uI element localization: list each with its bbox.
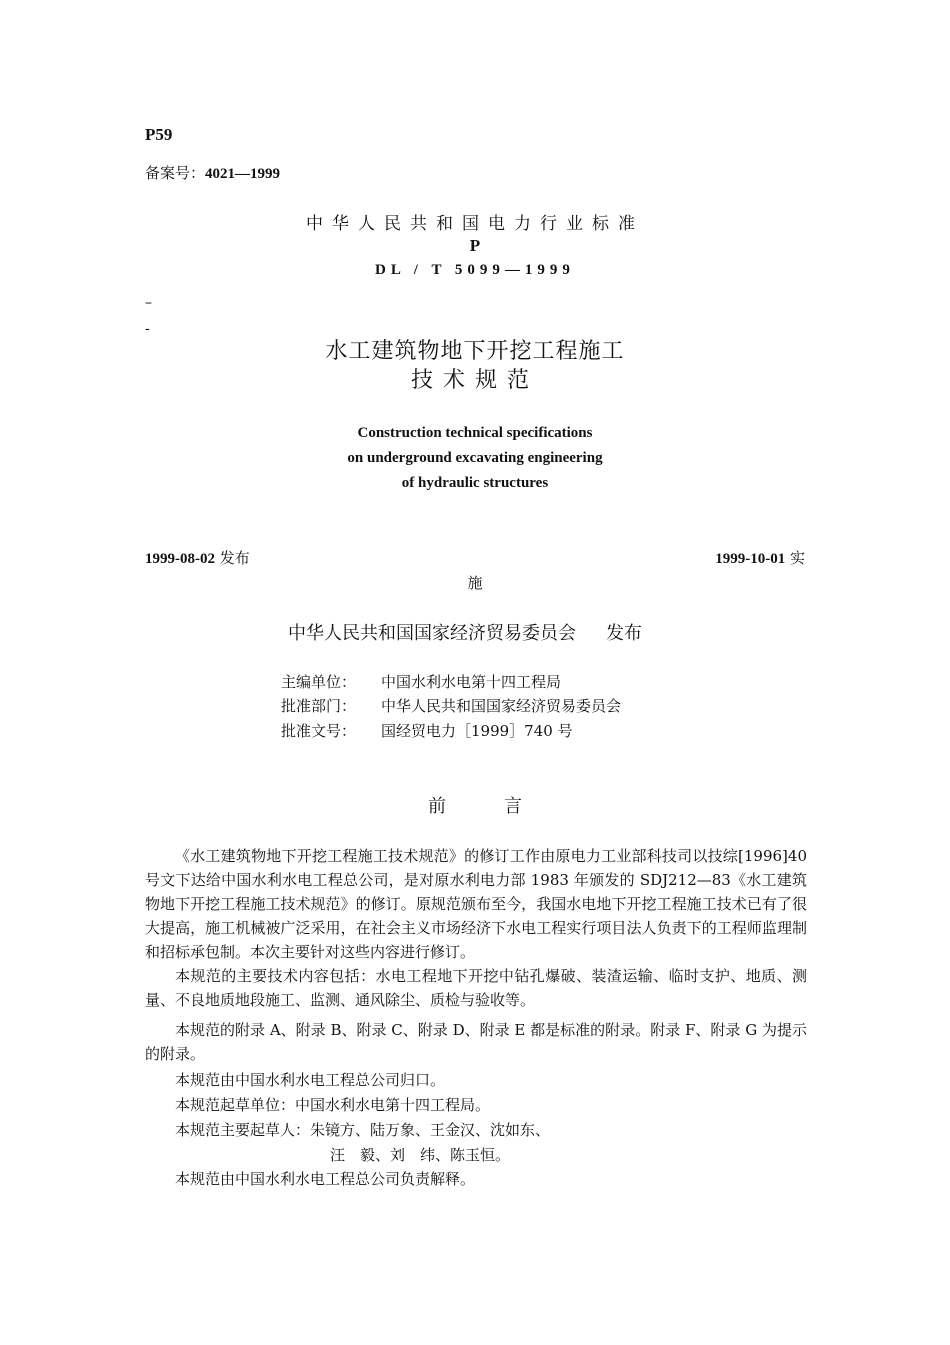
english-title-line: Construction technical specifications bbox=[357, 425, 593, 441]
title-line-2: 技术规范 bbox=[410, 368, 539, 393]
english-title-line: of hydraulic structures bbox=[401, 475, 549, 491]
margin-mark: - bbox=[145, 321, 150, 337]
info-label: 批准文号： bbox=[281, 722, 357, 740]
standard-name: 中华人民共和国电力行业标准 bbox=[306, 214, 644, 234]
foreword-paragraph: 汪 毅、刘 纬、陈玉恒。 bbox=[330, 1146, 511, 1164]
foreword-paragraph: 本规范由中国水利水电工程总公司负责解释。 bbox=[175, 1170, 476, 1188]
title-line-1: 水工建筑物地下开挖工程施工 bbox=[325, 339, 625, 364]
standard-letter: P bbox=[469, 236, 481, 255]
foreword-heading: 前言 bbox=[428, 796, 580, 817]
issue-word: 发布 bbox=[219, 549, 250, 567]
foreword-paragraph: 本规范的附录 A、附录 B、附录 C、附录 D、附录 E 都是标准的附录。附录 F、附录 G 为提示的附录。 bbox=[145, 1021, 807, 1063]
document-code: P59 bbox=[145, 125, 173, 144]
info-row bbox=[281, 695, 621, 716]
publisher bbox=[288, 619, 642, 645]
foreword-paragraph: 本规范主要起草人：朱镜方、陆万象、王金汉、沈如东、 bbox=[175, 1121, 551, 1139]
publisher-action: 发布 bbox=[606, 623, 642, 644]
foreword-paragraph: 本规范起草单位：中国水利水电第十四工程局。 bbox=[175, 1096, 491, 1114]
impl-word: 实 bbox=[789, 549, 805, 567]
publisher-name: 中华人民共和国国家经济贸易委员会 bbox=[288, 623, 576, 644]
margin-mark: – bbox=[145, 295, 152, 311]
impl-word-continued: 施 bbox=[467, 574, 483, 592]
info-value: 国经贸电力［1999］740 号 bbox=[381, 722, 573, 740]
english-title-line: on underground excavating engineering bbox=[347, 450, 603, 466]
issue-date-value: 1999-08-02 bbox=[145, 551, 215, 567]
info-label: 批准部门： bbox=[281, 697, 357, 715]
filing-number bbox=[145, 162, 280, 183]
impl-date-value: 1999-10-01 bbox=[715, 551, 786, 567]
info-value: 中华人民共和国国家经济贸易委员会 bbox=[381, 697, 622, 715]
foreword-paragraph: 本规范的主要技术内容包括：水电工程地下开挖中钻孔爆破、装渣运输、临时支护、地质、测量、不良地质地段施工、监测、通风除尘、质检与验收等。 bbox=[145, 967, 807, 1009]
info-row bbox=[281, 671, 561, 692]
foreword-paragraph: 本规范由中国水利水电工程总公司归口。 bbox=[175, 1071, 446, 1089]
info-label: 主编单位： bbox=[281, 673, 357, 691]
info-value: 中国水利水电第十四工程局 bbox=[381, 673, 562, 691]
filing-label: 备案号： bbox=[145, 164, 206, 182]
standard-number: DL / T 5099—1999 bbox=[375, 262, 575, 278]
implementation-date bbox=[715, 547, 805, 568]
filing-value: 4021—1999 bbox=[205, 166, 281, 182]
info-row bbox=[281, 720, 573, 741]
foreword-paragraph: 《水工建筑物地下开挖工程施工技术规范》的修订工作由原电力工业部科技司以技综[1996]40 号文下达给中国水利水电工程总公司，是对原水利电力部 1983 年颁发的 SDJ212—83《水工建筑物地下开挖工程施工技术规范》的修订。原规范颁布至今，我国水电地下开挖工程施工技术已有了很大提高，施工机械被广泛采用，在社会主义市场经济下水电工程实行项目法人负责下的工程师监理制和招标承包制。本次主要针对这些内容进行修订。 bbox=[145, 847, 807, 961]
issue-date bbox=[145, 547, 250, 568]
